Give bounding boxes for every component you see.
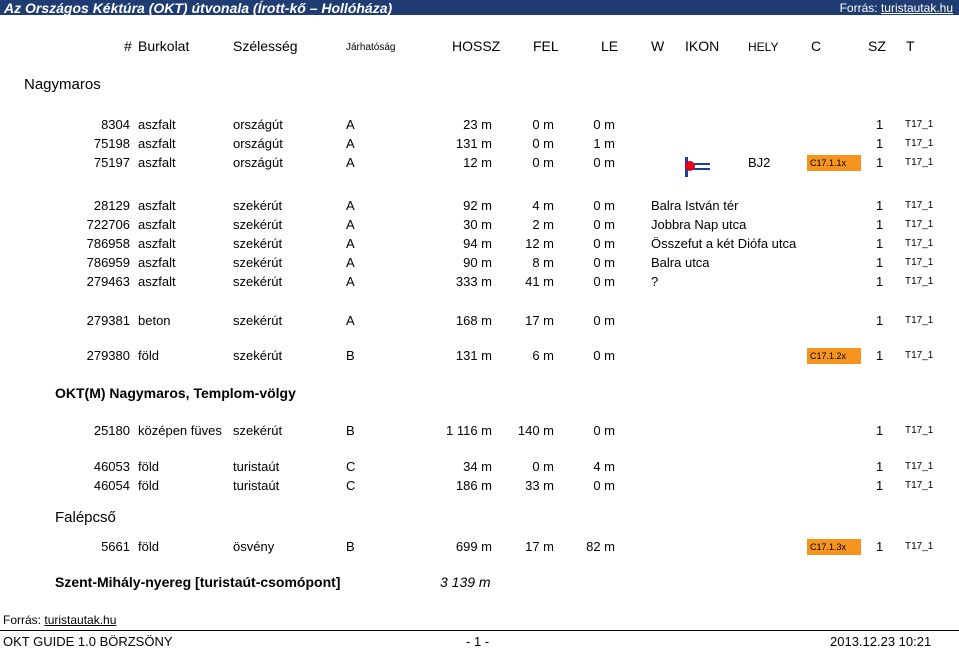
row-width: szekérút xyxy=(233,236,283,251)
row-id: 722706 xyxy=(86,217,130,232)
row-t: T17_1 xyxy=(905,119,934,130)
title-bar xyxy=(0,0,959,15)
title-source-label: Forrás: xyxy=(839,1,878,15)
row-surface: föld xyxy=(138,348,159,363)
col-num: # xyxy=(124,38,132,54)
section-end: Szent-Mihály-nyereg [turistaút-csomópont] xyxy=(55,574,341,590)
row-id: 786959 xyxy=(86,255,130,270)
row-width: országút xyxy=(233,136,283,151)
row-sz: 1 xyxy=(876,459,884,474)
row-surface: aszfalt xyxy=(138,236,176,251)
title-source-link[interactable]: turistautak.hu xyxy=(880,1,953,15)
row-id: 75197 xyxy=(93,155,130,170)
total-length: 3 139 m xyxy=(440,574,491,590)
row-passability: A xyxy=(346,313,355,328)
row-sz: 1 xyxy=(876,255,884,270)
row-passability: A xyxy=(346,255,355,270)
row-sz: 1 xyxy=(876,198,884,213)
row-id: 786958 xyxy=(86,236,130,251)
footer-rule xyxy=(0,630,959,631)
row-down: 0 m xyxy=(593,255,615,270)
row-id: 28129 xyxy=(93,198,130,213)
row-surface: aszfalt xyxy=(138,274,176,289)
row-sz: 1 xyxy=(876,478,884,493)
row-passability: A xyxy=(346,117,355,132)
row-passability: A xyxy=(346,136,355,151)
col-down: LE xyxy=(601,38,619,54)
row-length: 12 m xyxy=(463,155,492,170)
row-t: T17_1 xyxy=(905,425,934,436)
row-up: 17 m xyxy=(525,313,554,328)
col-t: T xyxy=(906,38,915,54)
row-length: 23 m xyxy=(463,117,492,132)
row-length: 30 m xyxy=(463,217,492,232)
row-down: 4 m xyxy=(593,459,615,474)
row-surface: beton xyxy=(138,313,171,328)
row-up: 2 m xyxy=(532,217,554,232)
row-id: 279381 xyxy=(86,313,130,328)
row-t: T17_1 xyxy=(905,276,934,287)
row-place: Balra István tér xyxy=(651,198,739,213)
row-t: T17_1 xyxy=(905,350,934,361)
row-surface: aszfalt xyxy=(138,117,176,132)
row-length: 186 m xyxy=(455,478,492,493)
row-passability: A xyxy=(346,274,355,289)
row-surface: aszfalt xyxy=(138,217,176,232)
row-down: 0 m xyxy=(593,117,615,132)
row-t: T17_1 xyxy=(905,257,934,268)
row-length: 333 m xyxy=(455,274,492,289)
row-down: 0 m xyxy=(593,274,615,289)
row-sz: 1 xyxy=(876,117,884,132)
row-t: T17_1 xyxy=(905,138,934,149)
row-id: 279463 xyxy=(86,274,130,289)
row-t: T17_1 xyxy=(905,480,934,491)
row-length: 1 116 m xyxy=(445,423,492,438)
row-passability: A xyxy=(346,198,355,213)
row-down: 0 m xyxy=(593,423,615,438)
row-down: 0 m xyxy=(593,198,615,213)
row-down: 0 m xyxy=(593,217,615,232)
row-length: 168 m xyxy=(455,313,492,328)
row-sz: 1 xyxy=(876,136,884,151)
col-sz: SZ xyxy=(868,38,886,54)
row-id: 279380 xyxy=(86,348,130,363)
row-width: turistaút xyxy=(233,478,280,493)
row-sz: 1 xyxy=(876,217,884,232)
row-id: 25180 xyxy=(93,423,130,438)
row-passability: C xyxy=(346,478,356,493)
blue-trail-sign-icon xyxy=(677,156,711,178)
row-length: 131 m xyxy=(455,348,492,363)
row-sz: 1 xyxy=(876,313,884,328)
row-length: 699 m xyxy=(455,539,492,554)
row-width: szekérút xyxy=(233,217,283,232)
row-width: országút xyxy=(233,155,283,170)
row-up: 0 m xyxy=(532,136,554,151)
row-sz: 1 xyxy=(876,539,884,554)
row-down: 1 m xyxy=(593,136,615,151)
row-length: 90 m xyxy=(463,255,492,270)
document-title: Az Országos Kéktúra (OKT) útvonala (Írott-kő – Hollóháza) xyxy=(4,0,393,16)
row-passability: B xyxy=(346,348,355,363)
row-t: T17_1 xyxy=(905,461,934,472)
row-width: szekérút xyxy=(233,348,283,363)
row-id: 46053 xyxy=(93,459,130,474)
row-down: 0 m xyxy=(593,313,615,328)
row-c-badge: C17.1.1x xyxy=(807,155,861,171)
row-passability: A xyxy=(346,217,355,232)
row-surface: középen füves xyxy=(138,423,222,438)
row-passability: B xyxy=(346,423,355,438)
row-t: T17_1 xyxy=(905,219,934,230)
row-passability: C xyxy=(346,459,356,474)
row-width: szekérút xyxy=(233,274,283,289)
row-down: 0 m xyxy=(593,348,615,363)
section-falepcso: Falépcső xyxy=(55,509,116,526)
row-surface: aszfalt xyxy=(138,198,176,213)
row-up: 140 m xyxy=(517,423,554,438)
row-length: 92 m xyxy=(463,198,492,213)
row-t: T17_1 xyxy=(905,541,934,552)
row-place: Balra utca xyxy=(651,255,710,270)
row-up: 41 m xyxy=(525,274,554,289)
row-place: BJ2 xyxy=(748,155,771,170)
col-w: W xyxy=(651,38,665,54)
row-t: T17_1 xyxy=(905,200,934,211)
row-id: 8304 xyxy=(101,117,130,132)
footer-date: 2013.12.23 10:21 xyxy=(830,634,932,649)
footer-guide: OKT GUIDE 1.0 BÖRZSÖNY xyxy=(3,634,173,649)
row-surface: föld xyxy=(138,478,159,493)
col-c: C xyxy=(811,38,822,54)
section-templom: OKT(M) Nagymaros, Templom-völgy xyxy=(55,385,296,401)
row-down: 82 m xyxy=(586,539,615,554)
row-sz: 1 xyxy=(876,274,884,289)
row-passability: B xyxy=(346,539,355,554)
row-surface: aszfalt xyxy=(138,255,176,270)
row-surface: aszfalt xyxy=(138,136,176,151)
row-sz: 1 xyxy=(876,155,884,170)
row-width: szekérút xyxy=(233,255,283,270)
title-source xyxy=(840,0,953,16)
row-c-badge: C17.1.2x xyxy=(807,348,861,364)
row-surface: föld xyxy=(138,539,159,554)
row-sz: 1 xyxy=(876,348,884,363)
col-icon: IKON xyxy=(685,38,720,54)
row-up: 0 m xyxy=(532,117,554,132)
row-passability: A xyxy=(346,155,355,170)
row-up: 4 m xyxy=(532,198,554,213)
row-up: 17 m xyxy=(525,539,554,554)
row-width: szekérút xyxy=(233,313,283,328)
footer-source xyxy=(3,613,116,627)
row-id: 5661 xyxy=(101,539,130,554)
row-down: 0 m xyxy=(593,236,615,251)
row-t: T17_1 xyxy=(905,238,934,249)
row-surface: aszfalt xyxy=(138,155,176,170)
section-start: Nagymaros xyxy=(24,76,101,93)
row-t: T17_1 xyxy=(905,157,934,168)
row-up: 8 m xyxy=(532,255,554,270)
footer-source-label: Forrás: xyxy=(3,613,42,627)
row-sz: 1 xyxy=(876,423,884,438)
row-t: T17_1 xyxy=(905,315,934,326)
row-length: 94 m xyxy=(463,236,492,251)
row-passability: A xyxy=(346,236,355,251)
row-id: 46054 xyxy=(93,478,130,493)
col-width: Szélesség xyxy=(233,38,298,54)
row-place: Jobbra Nap utca xyxy=(651,217,747,232)
row-sz: 1 xyxy=(876,236,884,251)
col-passability: Járhatóság xyxy=(346,42,396,53)
row-up: 12 m xyxy=(525,236,554,251)
row-up: 33 m xyxy=(525,478,554,493)
row-width: országút xyxy=(233,117,283,132)
row-up: 0 m xyxy=(532,459,554,474)
row-width: szekérút xyxy=(233,423,283,438)
col-length: HOSSZ xyxy=(452,38,501,54)
row-width: ösvény xyxy=(233,539,275,554)
row-place: ? xyxy=(651,274,659,289)
row-place: Összefut a két Diófa utca xyxy=(651,236,797,251)
row-surface: föld xyxy=(138,459,159,474)
footer-page: - 1 - xyxy=(466,634,490,649)
row-up: 6 m xyxy=(532,348,554,363)
row-down: 0 m xyxy=(593,155,615,170)
col-surface: Burkolat xyxy=(138,38,190,54)
footer-source-link[interactable]: turistautak.hu xyxy=(44,613,117,627)
row-up: 0 m xyxy=(532,155,554,170)
row-id: 75198 xyxy=(93,136,130,151)
row-width: szekérút xyxy=(233,198,283,213)
row-c-badge: C17.1.3x xyxy=(807,539,861,555)
col-place: HELY xyxy=(748,40,779,54)
row-width: turistaút xyxy=(233,459,280,474)
row-length: 34 m xyxy=(463,459,492,474)
row-length: 131 m xyxy=(455,136,492,151)
col-up: FEL xyxy=(533,38,559,54)
row-down: 0 m xyxy=(593,478,615,493)
